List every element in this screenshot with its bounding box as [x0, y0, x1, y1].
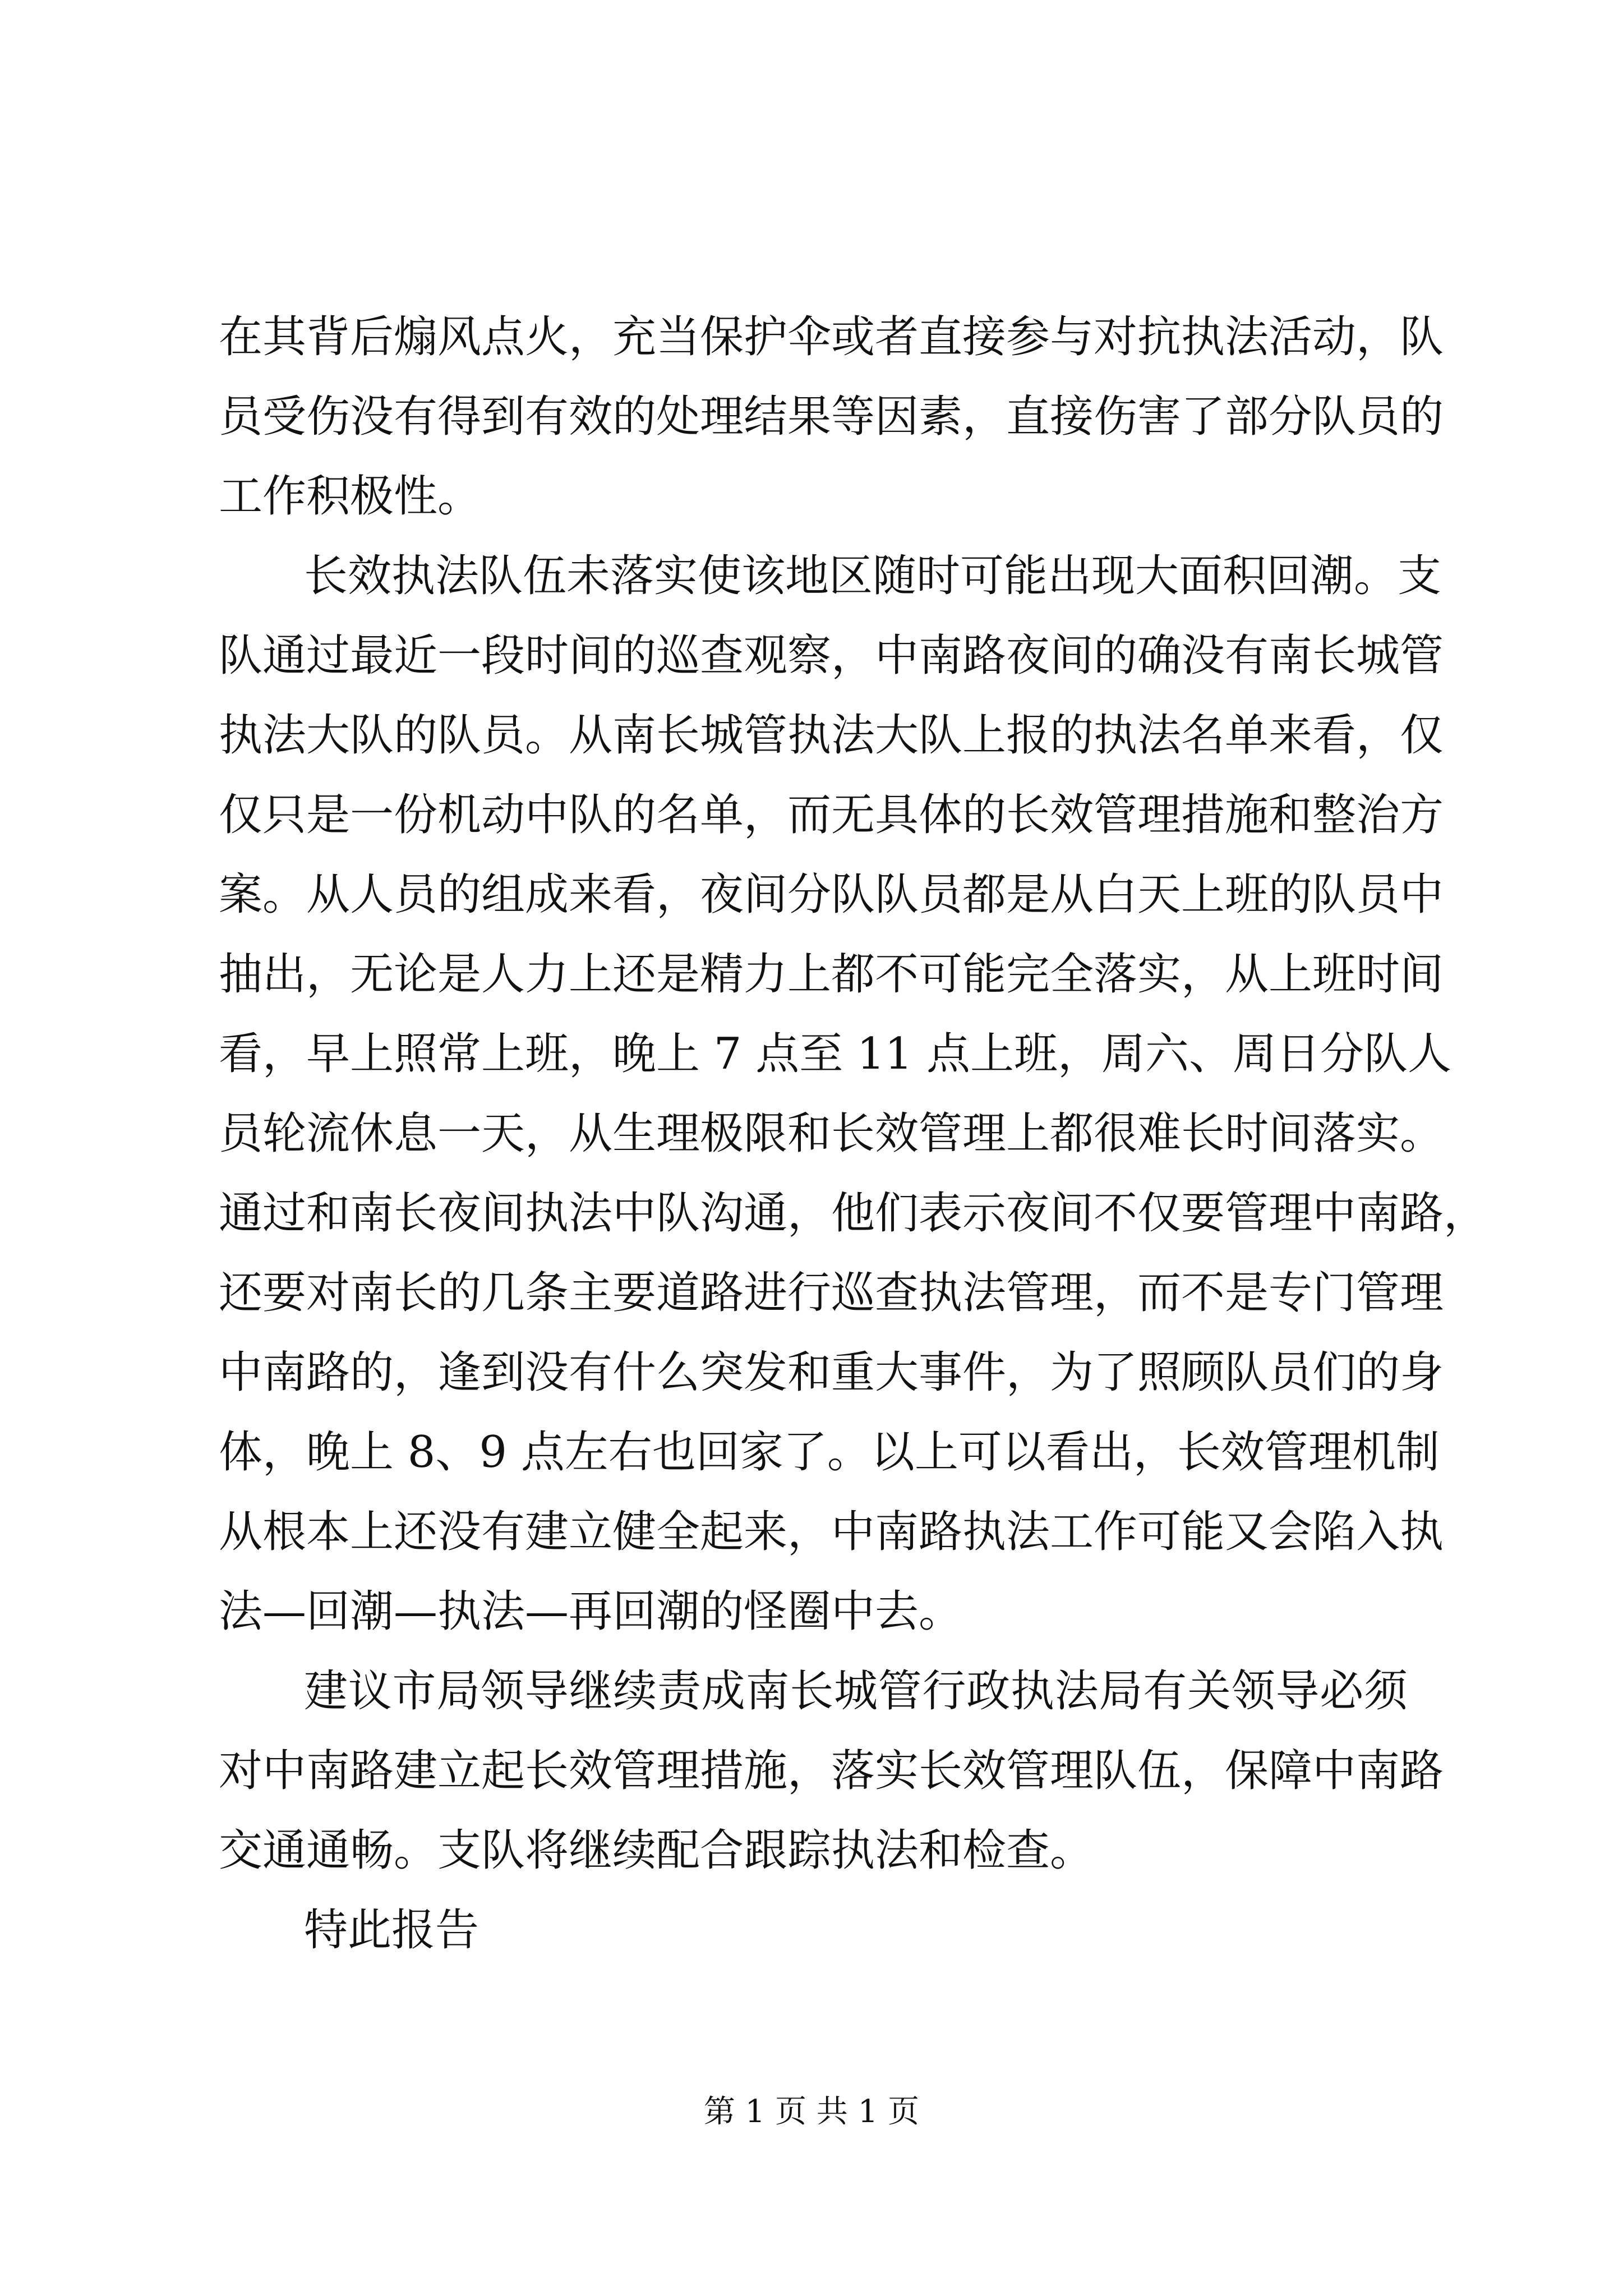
text-line: 特此报告 [304, 1905, 479, 1955]
paragraph [219, 536, 1488, 1651]
text-line: 队通过最近一段时间的巡查观察，中南路夜间的确没有南长城管 [219, 631, 1444, 681]
text-line: 在其背后煽风点火，充当保护伞或者直接参与对抗执法活动，队 [219, 312, 1444, 362]
text-line: 中南路的，逢到没有什么突发和重大事件，为了照顾队员们的身 [219, 1347, 1444, 1398]
text-line: 还要对南长的几条主要道路进行巡查执法管理，而不是专门管理 [219, 1268, 1444, 1318]
text-line: 案。从人员的组成来看，夜间分队队员都是从白天上班的队员中 [219, 869, 1444, 920]
document-body [219, 297, 1488, 1970]
text-line: 工作积极性。 [219, 471, 482, 522]
text-line: 看，早上照常上班，晚上 7 点至 11 点上班，周六、周日分队人 [219, 1029, 1452, 1079]
text-line: 长效执法队伍未落实使该地区随时可能出现大面积回潮。支 [304, 551, 1442, 601]
text-line: 执法大队的队员。从南长城管执法大队上报的执法名单来看，仅 [219, 710, 1444, 761]
paragraph [219, 1651, 1444, 1890]
text-line: 员轮流休息一天，从生理极限和长效管理上都很难长时间落实。 [219, 1108, 1444, 1159]
text-line: 通过和南长夜间执法中队沟通，他们表示夜间不仅要管理中南路， [219, 1188, 1488, 1239]
text-line: 仅只是一份机动中队的名单，而无具体的长效管理措施和整治方 [219, 790, 1444, 840]
text-line: 对中南路建立起长效管理措施，落实长效管理队伍，保障中南路 [219, 1746, 1444, 1796]
paragraph [219, 1890, 1408, 1970]
text-line: 员受伤没有得到有效的处理结果等因素，直接伤害了部分队员的 [219, 392, 1444, 442]
text-line: 从根本上还没有建立健全起来，中南路执法工作可能又会陷入执 [219, 1507, 1444, 1557]
text-line: 法—回潮—执法—再回潮的怪圈中去。 [219, 1586, 963, 1637]
paragraph [219, 297, 1444, 536]
text-line: 抽出，无论是人力上还是精力上都不可能完全落实，从上班时间 [219, 949, 1444, 1000]
text-line: 交通通畅。支队将继续配合跟踪执法和检查。 [219, 1825, 1094, 1876]
page-footer: 第 1 页 共 1 页 [703, 2093, 920, 2130]
text-line: 体，晚上 8、9 点左右也回家了。以上可以看出，长效管理机制 [219, 1427, 1440, 1478]
text-line: 建议市局领导继续责成南长城管行政执法局有关领导必须 [304, 1666, 1408, 1717]
